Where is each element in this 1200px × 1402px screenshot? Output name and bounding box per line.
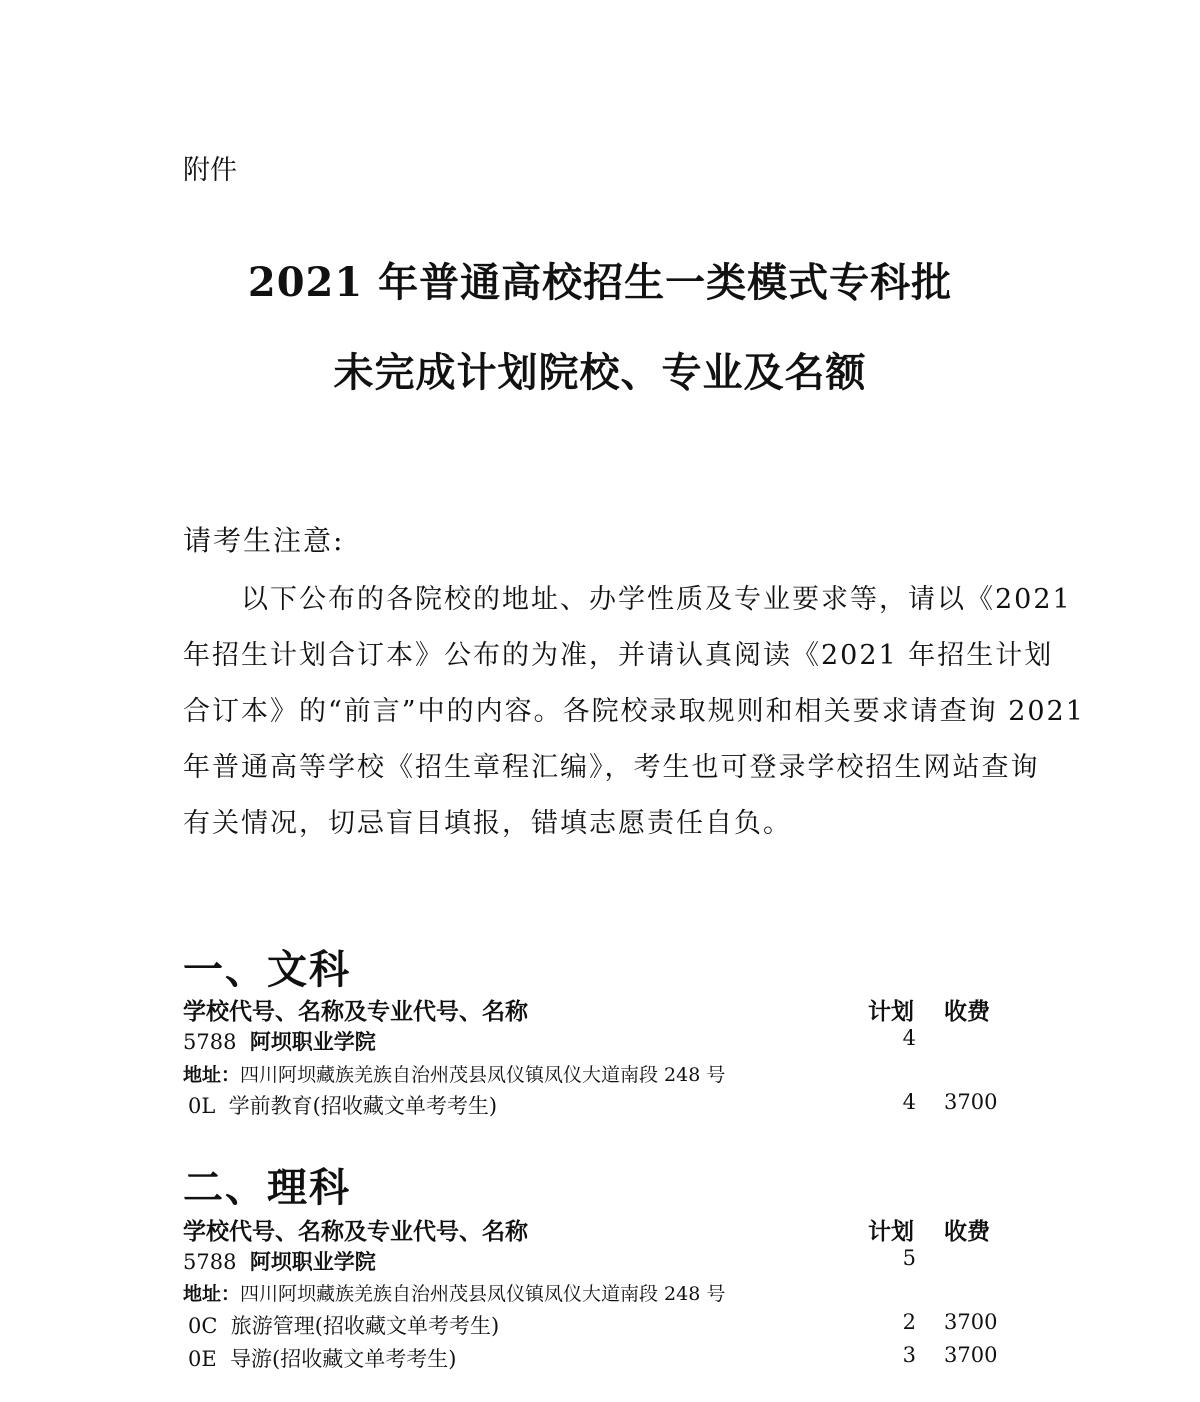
major-plan: 2 — [902, 1310, 916, 1334]
address-label: 地址： — [183, 1283, 241, 1305]
notice-line: 以下公布的各院校的地址、办学性质及专业要求等，请以《2021 — [183, 584, 1072, 615]
major-fee: 3700 — [944, 1090, 998, 1114]
major-fee: 3700 — [944, 1343, 998, 1367]
school-plan: 4 — [902, 1026, 916, 1050]
major-name: 学前教育(招收藏文单考考生) — [228, 1094, 498, 1118]
document-title-line-2: 未完成计划院校、专业及名额 — [333, 349, 867, 396]
major-code: 0L — [188, 1094, 216, 1118]
major-plan: 4 — [902, 1090, 916, 1114]
school-name: 阿坝职业学院 — [249, 1250, 376, 1274]
notice-line: 年普通高等学校《招生章程汇编》，考生也可登录学校招生网站查询 — [183, 752, 1040, 783]
major-row — [188, 1343, 456, 1373]
school-plan: 5 — [902, 1246, 916, 1270]
document-title-line-1: 2021 年普通高校招生一类模式专科批 — [247, 259, 953, 306]
school-address — [183, 1060, 725, 1087]
major-name: 旅游管理(招收藏文单考考生) — [230, 1314, 500, 1338]
column-header-name: 学校代号、名称及专业代号、名称 — [183, 1219, 528, 1245]
school-name: 阿坝职业学院 — [249, 1030, 376, 1054]
major-row — [188, 1090, 497, 1120]
major-code: 0E — [188, 1347, 217, 1371]
column-header-fee: 收费 — [944, 1219, 990, 1245]
address-label: 地址： — [183, 1064, 241, 1086]
school-row — [183, 1026, 376, 1056]
school-row — [183, 1246, 376, 1276]
school-address — [183, 1279, 725, 1306]
school-code: 5788 — [183, 1250, 237, 1274]
section-heading-liberal-arts: 一、文科 — [183, 947, 351, 993]
major-code: 0C — [188, 1314, 218, 1338]
column-header-name: 学校代号、名称及专业代号、名称 — [183, 999, 528, 1025]
school-code: 5788 — [183, 1030, 237, 1054]
notice-line: 年招生计划合订本》公布的为准，并请认真阅读《2021 年招生计划 — [183, 640, 1054, 671]
column-header-plan: 计划 — [868, 1219, 914, 1245]
section-heading-science: 二、理科 — [183, 1165, 351, 1211]
notice-line: 有关情况，切忌盲目填报，错填志愿责任自负。 — [183, 808, 792, 839]
column-header-fee: 收费 — [944, 999, 990, 1025]
notice-heading: 请考生注意: — [183, 524, 345, 557]
column-header-plan: 计划 — [868, 999, 914, 1025]
address-text: 四川阿坝藏族羌族自治州茂县凤仪镇凤仪大道南段 248 号 — [240, 1064, 726, 1086]
notice-line: 合订本》的“前言”中的内容。各院校录取规则和相关要求请查询 2021 — [183, 696, 1085, 727]
major-plan: 3 — [902, 1343, 916, 1367]
major-fee: 3700 — [944, 1310, 998, 1334]
major-name: 导游(招收藏文单考考生) — [230, 1347, 457, 1371]
address-text: 四川阿坝藏族羌族自治州茂县凤仪镇凤仪大道南段 248 号 — [240, 1283, 726, 1305]
major-row — [188, 1310, 499, 1340]
attachment-label: 附件 — [183, 155, 237, 186]
